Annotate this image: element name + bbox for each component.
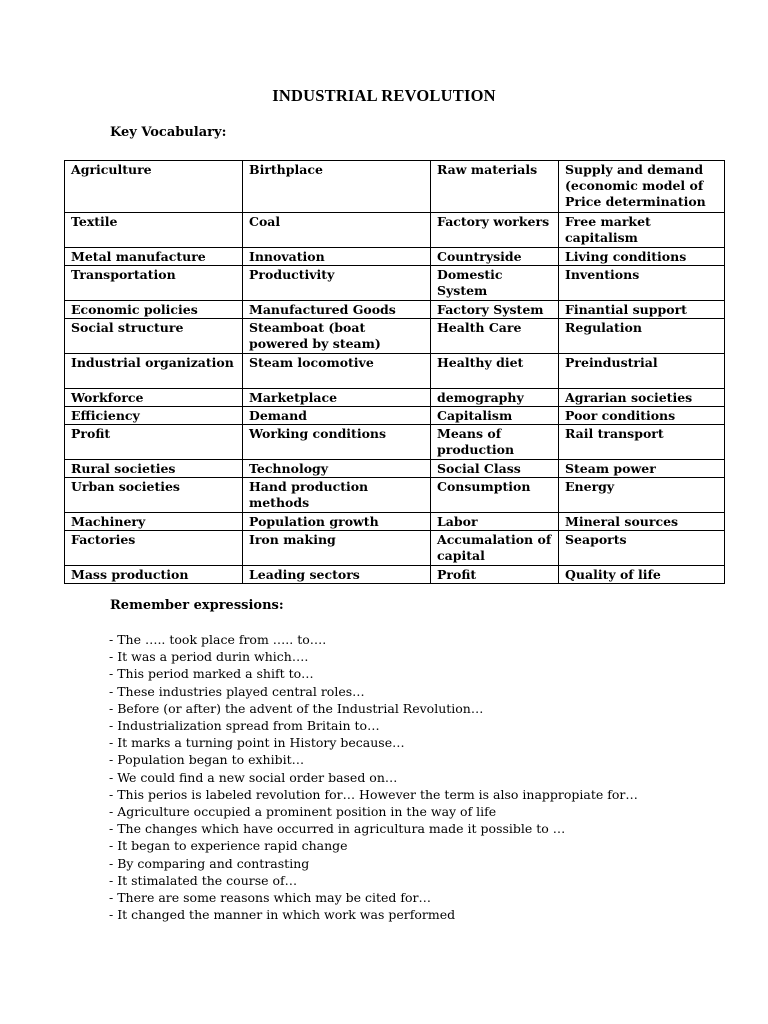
list-item: - Before (or after) the advent of the Industrial Revolution… xyxy=(109,700,484,716)
table-cell: Working conditions xyxy=(243,425,431,460)
table-cell: Mineral sources xyxy=(559,513,725,531)
list-item: - This perios is labeled revolution for… However the term is also inappropiate for… xyxy=(109,786,638,802)
table-cell: Free market capitalism xyxy=(559,213,725,248)
table-cell: Textile xyxy=(65,213,243,248)
table-cell: Quality of life xyxy=(559,566,725,584)
list-item: - By comparing and contrasting xyxy=(109,855,310,871)
table-cell: Factory workers xyxy=(431,213,559,248)
list-item: - It began to experience rapid change xyxy=(109,838,348,854)
table-cell: Raw materials xyxy=(431,161,559,213)
table-cell: Consumption xyxy=(431,478,559,513)
table-cell: Profit xyxy=(65,425,243,460)
table-cell: Hand production methods xyxy=(243,478,431,513)
table-cell: Domestic System xyxy=(431,266,559,301)
table-row xyxy=(65,389,725,407)
table-cell: Agrarian societies xyxy=(559,389,725,407)
table-cell: Inventions xyxy=(559,266,725,301)
table-cell: Regulation xyxy=(559,319,725,354)
list-item: - It was a period durin which…. xyxy=(109,649,309,665)
table-cell: Manufactured Goods xyxy=(243,301,431,319)
table-row xyxy=(65,354,725,389)
table-cell: Birthplace xyxy=(243,161,431,213)
table-cell: Profit xyxy=(431,566,559,584)
table-cell: Economic policies xyxy=(65,301,243,319)
table-cell: Steam locomotive xyxy=(243,354,431,389)
table-cell: Industrial organization xyxy=(65,354,243,389)
table-cell: Technology xyxy=(243,460,431,478)
list-item: - Agriculture occupied a prominent position in the way of life xyxy=(109,804,497,820)
table-cell: Energy xyxy=(559,478,725,513)
expressions-list xyxy=(109,631,638,923)
table-cell: Steam power xyxy=(559,460,725,478)
table-cell: Rail transport xyxy=(559,425,725,460)
table-cell: Productivity xyxy=(243,266,431,301)
table-cell: Factories xyxy=(65,531,243,566)
table-cell: Countryside xyxy=(431,248,559,266)
table-cell: Coal xyxy=(243,213,431,248)
table-cell: Healthy diet xyxy=(431,354,559,389)
table-row xyxy=(65,513,725,531)
table-row xyxy=(65,425,725,460)
list-item: - These industries played central roles… xyxy=(109,683,365,699)
table-row xyxy=(65,407,725,425)
table-cell: Rural societies xyxy=(65,460,243,478)
table-cell: Labor xyxy=(431,513,559,531)
expressions-heading: Remember expressions: xyxy=(110,598,284,613)
list-item: - This period marked a shift to… xyxy=(109,666,314,682)
table-row xyxy=(65,248,725,266)
table-cell: Population growth xyxy=(243,513,431,531)
table-cell: Poor conditions xyxy=(559,407,725,425)
table-cell: Machinery xyxy=(65,513,243,531)
table-cell: Marketplace xyxy=(243,389,431,407)
table-cell: Means of production xyxy=(431,425,559,460)
table-cell: Metal manufacture xyxy=(65,248,243,266)
table-row xyxy=(65,566,725,584)
table-row xyxy=(65,161,725,213)
table-row xyxy=(65,301,725,319)
table-cell: Preindustrial xyxy=(559,354,725,389)
table-cell: Transportation xyxy=(65,266,243,301)
table-cell: Accumalation of capital xyxy=(431,531,559,566)
table-row xyxy=(65,319,725,354)
vocabulary-table xyxy=(64,160,725,584)
list-item: - There are some reasons which may be cited for… xyxy=(109,890,432,906)
table-cell: Finantial support xyxy=(559,301,725,319)
table-cell: Seaports xyxy=(559,531,725,566)
table-cell: Iron making xyxy=(243,531,431,566)
table-cell: Innovation xyxy=(243,248,431,266)
table-cell: Workforce xyxy=(65,389,243,407)
table-row xyxy=(65,478,725,513)
table-cell: Supply and demand (economic model of Price determination xyxy=(559,161,725,213)
vocab-heading: Key Vocabulary: xyxy=(110,125,227,140)
table-row xyxy=(65,266,725,301)
table-row xyxy=(65,213,725,248)
list-item: - It stimalated the course of… xyxy=(109,872,298,888)
table-cell: Leading sectors xyxy=(243,566,431,584)
table-cell: Factory System xyxy=(431,301,559,319)
table-cell: Social Class xyxy=(431,460,559,478)
vocabulary-table-body xyxy=(65,161,725,584)
list-item: - It changed the manner in which work was performed xyxy=(109,907,456,923)
list-item: - We could find a new social order based on… xyxy=(109,769,398,785)
table-cell: Demand xyxy=(243,407,431,425)
table-cell: Efficiency xyxy=(65,407,243,425)
table-row xyxy=(65,531,725,566)
table-cell: Living conditions xyxy=(559,248,725,266)
table-cell: Mass production xyxy=(65,566,243,584)
table-cell: Health Care xyxy=(431,319,559,354)
table-cell: demography xyxy=(431,389,559,407)
list-item: - Industrialization spread from Britain to… xyxy=(109,718,380,734)
list-item: - It marks a turning point in History because… xyxy=(109,735,405,751)
table-cell: Urban societies xyxy=(65,478,243,513)
table-cell: Social structure xyxy=(65,319,243,354)
table-row xyxy=(65,460,725,478)
list-item: - The changes which have occurred in agricultura made it possible to … xyxy=(109,821,566,837)
table-cell: Steamboat (boat powered by steam) xyxy=(243,319,431,354)
document-title: INDUSTRIAL REVOLUTION xyxy=(272,86,496,105)
list-item: - Population began to exhibit… xyxy=(109,752,305,768)
table-cell: Capitalism xyxy=(431,407,559,425)
list-item: - The ….. took place from ….. to…. xyxy=(109,632,327,647)
table-cell: Agriculture xyxy=(65,161,243,213)
